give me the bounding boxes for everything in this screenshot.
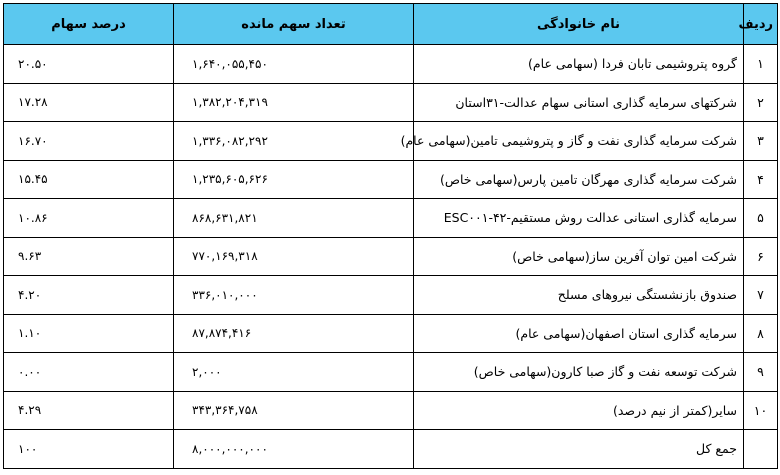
- cell-shares: ۲,۰۰۰: [174, 353, 414, 392]
- cell-name: سرمایه گذاری استانی عدالت روش مستقیم-۴۲-ESC۰۰۱: [414, 199, 744, 238]
- table-row: [4, 160, 778, 199]
- cell-row-number: ۸: [744, 314, 778, 353]
- cell-row-number: ۲: [744, 83, 778, 122]
- table-row: [4, 314, 778, 353]
- cell-name: شرکت سرمایه گذاری مهرگان تامین پارس(سهامی خاص): [414, 160, 744, 199]
- cell-total-label: جمع کل: [414, 430, 744, 469]
- cell-row-number: ۹: [744, 353, 778, 392]
- table-row: [4, 122, 778, 161]
- cell-percent: ۱۵.۴۵: [4, 160, 174, 199]
- cell-row-number: ۴: [744, 160, 778, 199]
- cell-name: شرکت امین توان آفرین ساز(سهامی خاص): [414, 237, 744, 276]
- cell-percent: ۲۰.۵۰: [4, 45, 174, 84]
- table-header-row: [4, 4, 778, 45]
- cell-name: شرکت توسعه نفت و گاز صبا کارون(سهامی خاص): [414, 353, 744, 392]
- cell-shares: ۱,۳۸۲,۲۰۴,۳۱۹: [174, 83, 414, 122]
- cell-name: صندوق بازنشستگی نیروهای مسلح: [414, 276, 744, 315]
- cell-name: سایر(کمتر از نیم درصد): [414, 391, 744, 430]
- cell-shares: ۱,۳۳۶,۰۸۲,۲۹۲: [174, 122, 414, 161]
- table-row: [4, 353, 778, 392]
- cell-row-number: ۱۰: [744, 391, 778, 430]
- cell-percent: ۱۷.۲۸: [4, 83, 174, 122]
- table-row: [4, 83, 778, 122]
- cell-shares: ۷۷۰,۱۶۹,۳۱۸: [174, 237, 414, 276]
- header-percent: درصد سهام: [4, 4, 174, 45]
- table-row: [4, 45, 778, 84]
- cell-shares: ۱,۲۳۵,۶۰۵,۶۲۶: [174, 160, 414, 199]
- cell-percent: ۱۰.۸۶: [4, 199, 174, 238]
- cell-percent: ۴.۲۰: [4, 276, 174, 315]
- cell-shares: ۳۴۳,۳۶۴,۷۵۸: [174, 391, 414, 430]
- cell-row-number: ۶: [744, 237, 778, 276]
- cell-name: سرمایه گذاری استان اصفهان(سهامی عام): [414, 314, 744, 353]
- cell-percent: ۹.۶۳: [4, 237, 174, 276]
- cell-row-number: ۷: [744, 276, 778, 315]
- cell-percent: ۱.۱۰: [4, 314, 174, 353]
- cell-name: شرکتهای سرمایه گذاری استانی سهام عدالت-۳۱استان: [414, 83, 744, 122]
- header-row-number: ردیف: [744, 4, 778, 45]
- table-row: [4, 276, 778, 315]
- cell-name: شرکت سرمایه گذاری نفت و گاز و پتروشیمی تامین(سهامی عام): [414, 122, 744, 161]
- header-shares: تعداد سهم مانده: [174, 4, 414, 45]
- cell-name: گروه پتروشیمی تابان فردا (سهامی عام): [414, 45, 744, 84]
- table-total-row: [4, 430, 778, 469]
- cell-row-number: [744, 430, 778, 469]
- cell-shares: ۸۷,۸۷۴,۴۱۶: [174, 314, 414, 353]
- table-row: [4, 237, 778, 276]
- header-name: نام خانوادگی: [414, 4, 744, 45]
- cell-row-number: ۳: [744, 122, 778, 161]
- cell-percent: ۰.۰۰: [4, 353, 174, 392]
- cell-percent: ۱۶.۷۰: [4, 122, 174, 161]
- cell-shares: ۳۳۶,۰۱۰,۰۰۰: [174, 276, 414, 315]
- table-row: [4, 199, 778, 238]
- cell-total-shares: ۸,۰۰۰,۰۰۰,۰۰۰: [174, 430, 414, 469]
- shareholders-table: [3, 3, 778, 469]
- shareholders-table-container: [3, 3, 777, 469]
- cell-percent: ۴.۲۹: [4, 391, 174, 430]
- cell-shares: ۸۶۸,۶۳۱,۸۲۱: [174, 199, 414, 238]
- cell-row-number: ۵: [744, 199, 778, 238]
- cell-total-percent: ۱۰۰: [4, 430, 174, 469]
- cell-shares: ۱,۶۴۰,۰۵۵,۴۵۰: [174, 45, 414, 84]
- cell-row-number: ۱: [744, 45, 778, 84]
- table-row: [4, 391, 778, 430]
